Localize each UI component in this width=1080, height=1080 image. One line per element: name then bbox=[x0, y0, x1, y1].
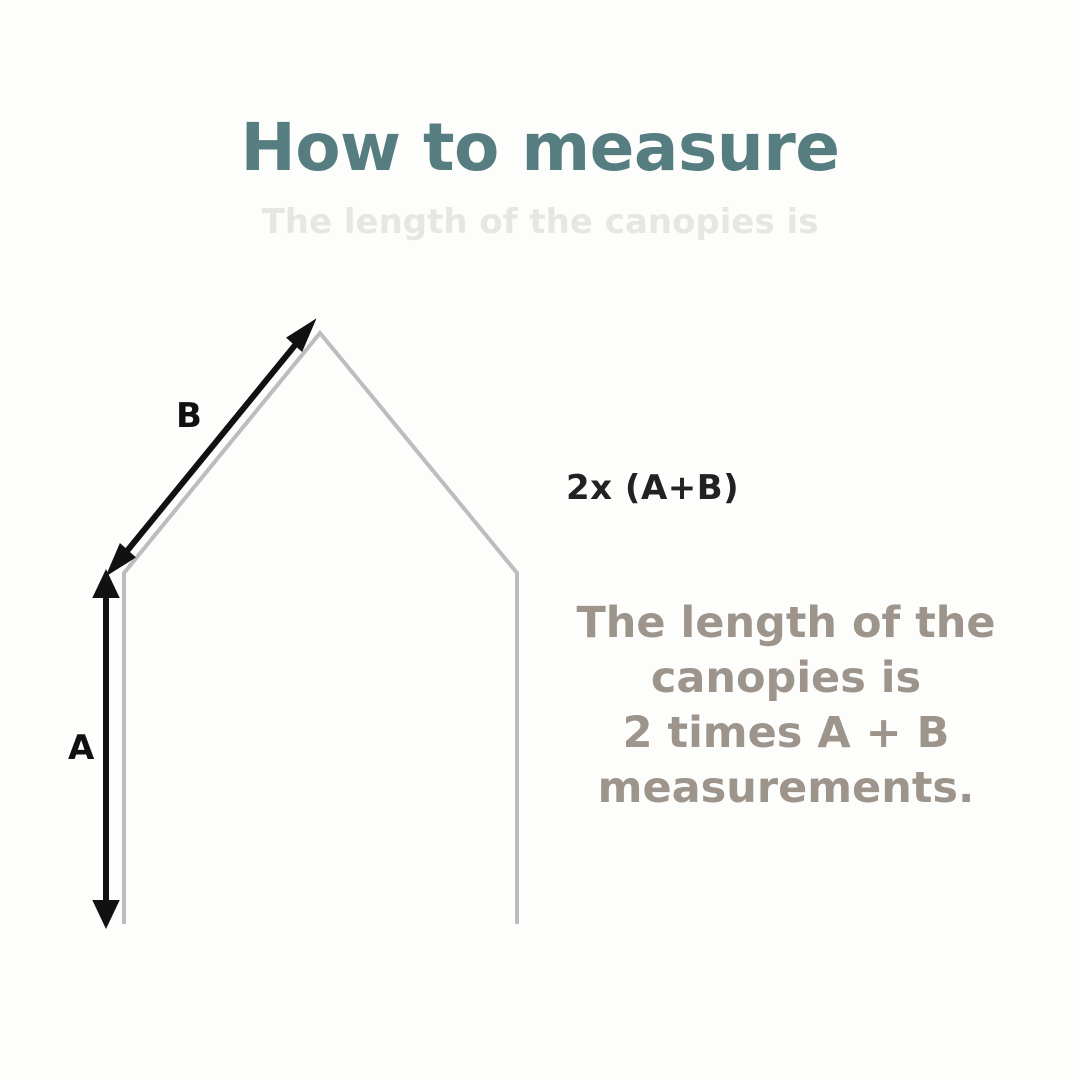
arrow-a-height bbox=[97, 576, 115, 922]
caption-block bbox=[536, 596, 1036, 816]
caption-line-2: canopies is bbox=[650, 653, 922, 704]
arrow-b-slope bbox=[112, 326, 310, 569]
label-b: B bbox=[176, 396, 202, 436]
caption-line-1: The length of the bbox=[576, 598, 996, 648]
caption-line-3: 2 times A + B bbox=[622, 708, 950, 759]
caption-line-4: measurements. bbox=[597, 763, 975, 814]
formula-text: 2x (A+B) bbox=[566, 468, 740, 508]
label-a: A bbox=[68, 728, 95, 768]
ghost-text-line-1: The length of the canopies is bbox=[261, 202, 819, 242]
page-title: How to measure bbox=[240, 109, 840, 186]
